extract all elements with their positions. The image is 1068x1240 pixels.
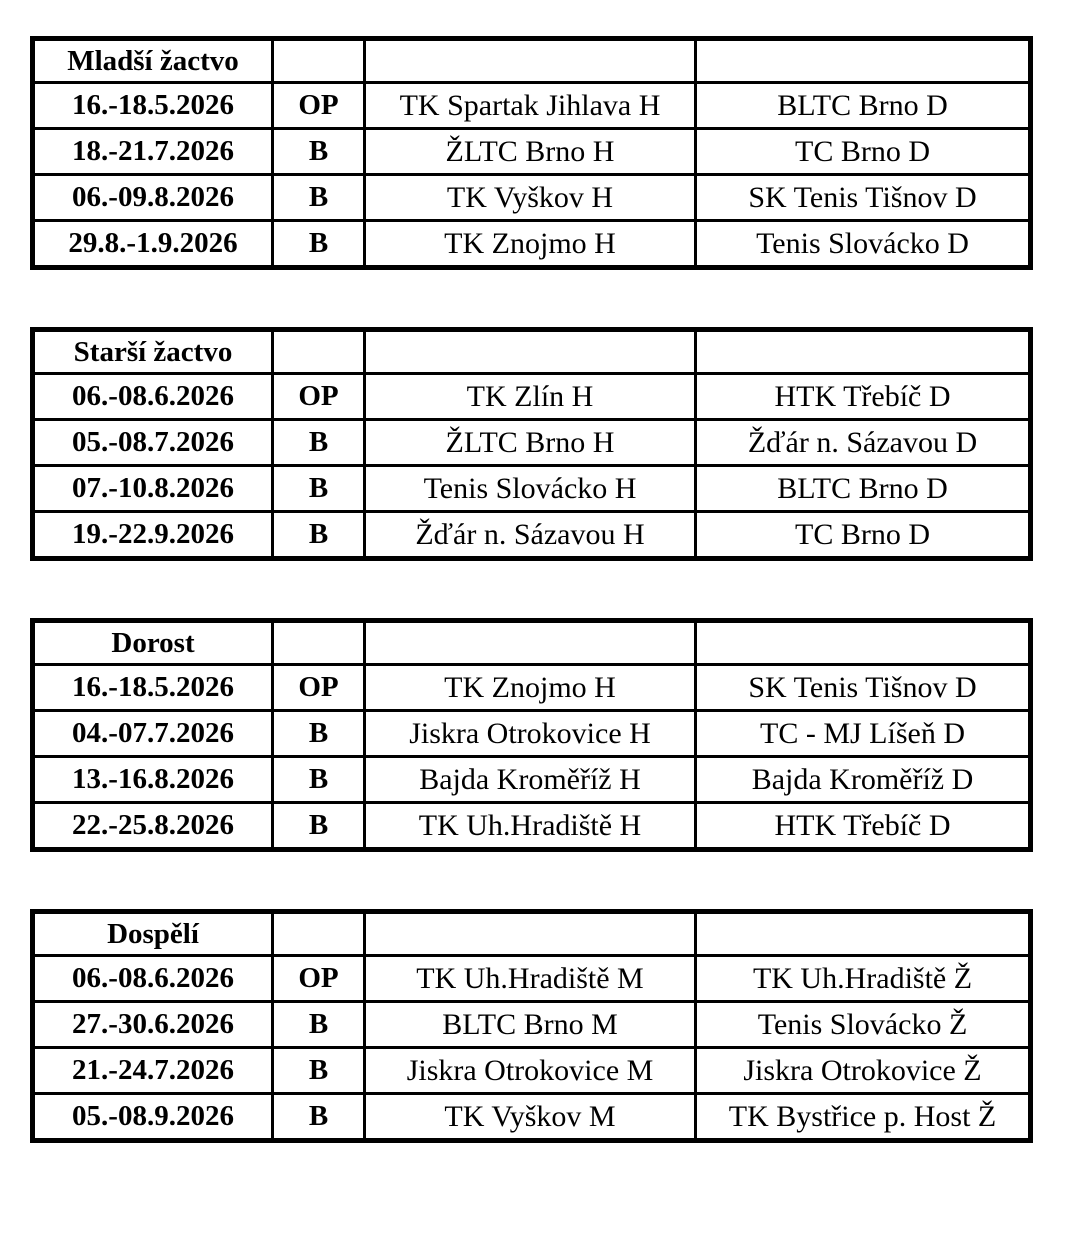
venue-right-cell: Jiskra Otrokovice Ž — [696, 1048, 1031, 1094]
table-header-row — [33, 39, 1031, 83]
empty-header-cell — [365, 39, 696, 83]
empty-header-cell — [696, 330, 1031, 374]
empty-header-cell — [365, 330, 696, 374]
venue-right-cell: TC Brno D — [696, 129, 1031, 175]
venue-right-cell: TK Bystřice p. Host Ž — [696, 1094, 1031, 1141]
venue-right-cell: SK Tenis Tišnov D — [696, 175, 1031, 221]
category-cell: B — [273, 1002, 365, 1048]
table-row — [33, 1002, 1031, 1048]
date-cell: 16.-18.5.2026 — [33, 83, 273, 129]
category-cell: B — [273, 221, 365, 268]
date-cell: 05.-08.9.2026 — [33, 1094, 273, 1141]
venue-right-cell: Tenis Slovácko D — [696, 221, 1031, 268]
category-cell: OP — [273, 374, 365, 420]
table-header-row — [33, 912, 1031, 956]
table-title: Starší žactvo — [33, 330, 273, 374]
category-cell: B — [273, 1094, 365, 1141]
schedule-table-dospeli — [30, 909, 1033, 1143]
category-cell: OP — [273, 83, 365, 129]
category-cell: B — [273, 129, 365, 175]
table-row — [33, 175, 1031, 221]
table-row — [33, 466, 1031, 512]
table-row — [33, 221, 1031, 268]
venue-left-cell: ŽLTC Brno H — [365, 420, 696, 466]
venue-left-cell: TK Vyškov M — [365, 1094, 696, 1141]
schedule-table-dorost — [30, 618, 1033, 852]
venue-left-cell: TK Zlín H — [365, 374, 696, 420]
date-cell: 07.-10.8.2026 — [33, 466, 273, 512]
venue-left-cell: TK Uh.Hradiště H — [365, 803, 696, 850]
table-row — [33, 665, 1031, 711]
table-title: Dorost — [33, 621, 273, 665]
venue-right-cell: TC - MJ Líšeň D — [696, 711, 1031, 757]
category-cell: B — [273, 711, 365, 757]
venue-right-cell: BLTC Brno D — [696, 83, 1031, 129]
venue-right-cell: TK Uh.Hradiště Ž — [696, 956, 1031, 1002]
venue-left-cell: Jiskra Otrokovice H — [365, 711, 696, 757]
venue-left-cell: Tenis Slovácko H — [365, 466, 696, 512]
table-row — [33, 129, 1031, 175]
category-cell: OP — [273, 956, 365, 1002]
category-cell: B — [273, 512, 365, 559]
table-row — [33, 803, 1031, 850]
date-cell: 04.-07.7.2026 — [33, 711, 273, 757]
empty-header-cell — [273, 621, 365, 665]
venue-left-cell: BLTC Brno M — [365, 1002, 696, 1048]
table-row — [33, 420, 1031, 466]
date-cell: 27.-30.6.2026 — [33, 1002, 273, 1048]
venue-right-cell: HTK Třebíč D — [696, 803, 1031, 850]
empty-header-cell — [696, 621, 1031, 665]
table-header-row — [33, 330, 1031, 374]
empty-header-cell — [273, 912, 365, 956]
table-title: Mladší žactvo — [33, 39, 273, 83]
table-row — [33, 711, 1031, 757]
venue-left-cell: TK Znojmo H — [365, 665, 696, 711]
empty-header-cell — [273, 39, 365, 83]
table-row — [33, 956, 1031, 1002]
date-cell: 18.-21.7.2026 — [33, 129, 273, 175]
category-cell: OP — [273, 665, 365, 711]
table-row — [33, 757, 1031, 803]
empty-header-cell — [273, 330, 365, 374]
venue-right-cell: Bajda Kroměříž D — [696, 757, 1031, 803]
category-cell: B — [273, 1048, 365, 1094]
category-cell: B — [273, 175, 365, 221]
date-cell: 13.-16.8.2026 — [33, 757, 273, 803]
venue-right-cell: TC Brno D — [696, 512, 1031, 559]
table-row — [33, 512, 1031, 559]
table-title: Dospělí — [33, 912, 273, 956]
venue-right-cell: BLTC Brno D — [696, 466, 1031, 512]
schedule-table-mladsi-zactvo — [30, 36, 1033, 270]
empty-header-cell — [365, 621, 696, 665]
venue-left-cell: TK Uh.Hradiště M — [365, 956, 696, 1002]
schedule-table-starsi-zactvo — [30, 327, 1033, 561]
venue-left-cell: TK Vyškov H — [365, 175, 696, 221]
venue-left-cell: TK Znojmo H — [365, 221, 696, 268]
empty-header-cell — [696, 912, 1031, 956]
category-cell: B — [273, 466, 365, 512]
venue-left-cell: Jiskra Otrokovice M — [365, 1048, 696, 1094]
venue-left-cell: TK Spartak Jihlava H — [365, 83, 696, 129]
venue-left-cell: Žďár n. Sázavou H — [365, 512, 696, 559]
date-cell: 16.-18.5.2026 — [33, 665, 273, 711]
venue-right-cell: Žďár n. Sázavou D — [696, 420, 1031, 466]
table-row — [33, 1094, 1031, 1141]
table-row — [33, 1048, 1031, 1094]
date-cell: 06.-09.8.2026 — [33, 175, 273, 221]
empty-header-cell — [365, 912, 696, 956]
empty-header-cell — [696, 39, 1031, 83]
category-cell: B — [273, 757, 365, 803]
date-cell: 19.-22.9.2026 — [33, 512, 273, 559]
date-cell: 06.-08.6.2026 — [33, 956, 273, 1002]
venue-right-cell: Tenis Slovácko Ž — [696, 1002, 1031, 1048]
venue-left-cell: ŽLTC Brno H — [365, 129, 696, 175]
date-cell: 21.-24.7.2026 — [33, 1048, 273, 1094]
date-cell: 22.-25.8.2026 — [33, 803, 273, 850]
table-row — [33, 374, 1031, 420]
venue-right-cell: SK Tenis Tišnov D — [696, 665, 1031, 711]
venue-left-cell: Bajda Kroměříž H — [365, 757, 696, 803]
venue-right-cell: HTK Třebíč D — [696, 374, 1031, 420]
date-cell: 05.-08.7.2026 — [33, 420, 273, 466]
date-cell: 29.8.-1.9.2026 — [33, 221, 273, 268]
category-cell: B — [273, 420, 365, 466]
date-cell: 06.-08.6.2026 — [33, 374, 273, 420]
table-header-row — [33, 621, 1031, 665]
table-row — [33, 83, 1031, 129]
category-cell: B — [273, 803, 365, 850]
